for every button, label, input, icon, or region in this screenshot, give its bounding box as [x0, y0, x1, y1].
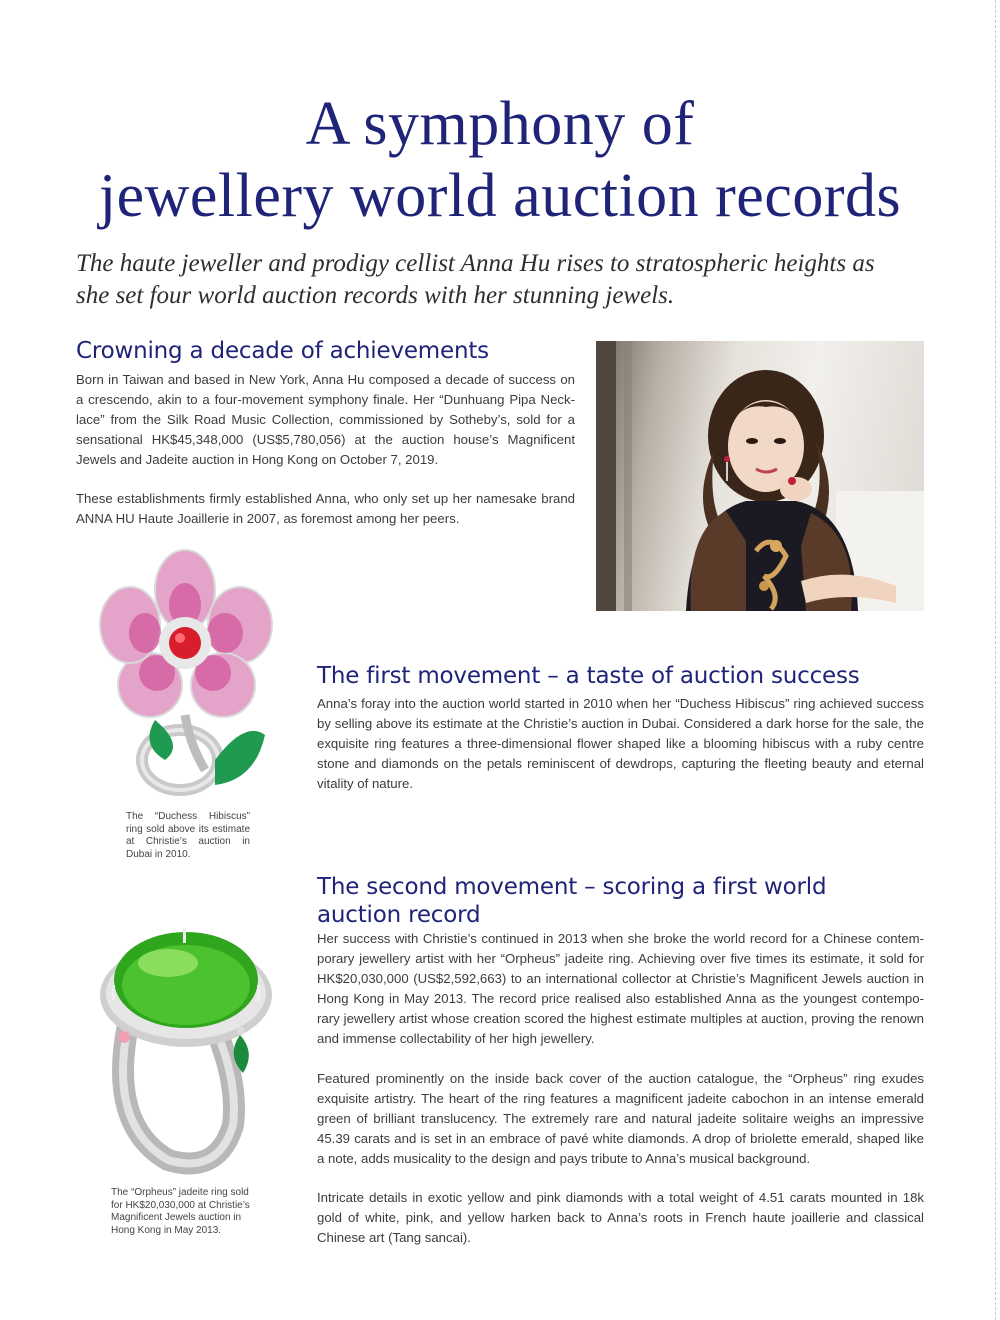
- title-line-1: A symphony of: [305, 90, 695, 158]
- section1-paragraph-1: Born in Taiwan and based in New York, Anna Hu composed a decade of success on a crescendo, akin to a four-movement symphony finale. Her “Dunhuang Pipa Neck-lace” from the Silk Road Music Collection, commissioned by Sotheby’s, sold for a sensational HK$45,348,000 (US$5,780,056) at the auction house’s Magnificent Jewels and Jadeite auction in Hong Kong on October 7, 2019.: [76, 372, 575, 467]
- article-subtitle: [76, 248, 936, 312]
- article-title: [0, 88, 1000, 232]
- duchess-hibiscus-caption: The “Duchess Hibiscus” ring sold above its estimate at Christie’s auction in Dubai in 2010.: [126, 811, 250, 860]
- portrait-illustration: [596, 341, 924, 611]
- title-line-2: jewellery world auction records: [98, 162, 902, 230]
- subtitle-line-1: The haute jeweller and prodigy cellist Anna Hu rises to stratospheric heights as: [76, 250, 875, 277]
- section1-heading-text: Crowning a decade of achievements: [76, 338, 489, 364]
- section2-heading-text: The first movement – a taste of auction success: [317, 663, 860, 689]
- orpheus-ring-illustration: [98, 925, 273, 1180]
- duchess-hibiscus-ring-image: [95, 545, 280, 810]
- section3-heading-line-1: The second movement – scoring a first world: [317, 874, 827, 900]
- section3-heading-line-2: auction record: [317, 902, 481, 928]
- orpheus-ring-image: [98, 925, 273, 1180]
- section3-paragraph-1: Her success with Christie’s continued in 2013 when she broke the world record for a Chinese contem-porary jewellery artist with her “Orpheus” jadeite ring. Achieving over five times its estimate, it sold for HK$20,030,000 (US$2,592,663) to an international collector at Christie’s Magnificent Jewels auction in Hong Kong in May 2013. The record price realised also established Anna as the youngest contempo-rary jewellery artist whose creation scored the highest estimate multiples at auction, proving the renown and immense collectability of her high jewellery.: [317, 931, 924, 1046]
- section1-paragraph-2: These establishments firmly established Anna, who only set up her namesake brand ANNA HU Haute Joaillerie in 2007, as foremost among her peers.: [76, 491, 575, 526]
- hibiscus-ring-illustration: [95, 545, 280, 810]
- section3-heading: [317, 873, 826, 929]
- section1-heading: [76, 337, 489, 365]
- portrait-photo: [596, 341, 924, 611]
- section3-paragraph-2: Featured prominently on the inside back cover of the auction catalogue, the “Orpheus” ring exudes exquisite artistry. The heart of the ring features a magnificent jadeite cabochon in an intense emerald green of brilliant translucency. The extremely rare and natural jadeite solitaire weighs an impressive 45.39 carats and is set in an embrace of pavé white diamonds. A drop of briolette emerald, shaped like a note, adds musicality to the design and pays tribute to Anna’s musical background.: [317, 1071, 924, 1166]
- subtitle-line-2: she set four world auction records with her stunning jewels.: [76, 282, 675, 309]
- section2-paragraph-1: Anna’s foray into the auction world started in 2010 when her “Duchess Hibiscus” ring achieved success by selling above its estimate at the Christie’s auction in Dubai. Considered a dark horse for the sale, the exquisite ring features a three-dimensional flower shaped like a blooming hibiscus with a ruby centre stone and diamonds on the petals reminiscent of dewdrops, capturing the fleeting beauty and eternal vitality of nature.: [317, 696, 924, 791]
- section3-paragraph-3: Intricate details in exotic yellow and pink diamonds with a total weight of 4.51 carats mounted in 18k gold of white, pink, and yellow harken back to Anna’s roots in French haute joaillerie and classical Chinese art (Tang sancai).: [317, 1190, 924, 1245]
- section2-heading: [317, 662, 860, 690]
- orpheus-caption: The “Orpheus” jadeite ring sold for HK$20,030,000 at Christie’s Magnificent Jewels auction in Hong Kong in May 2013.: [111, 1187, 250, 1236]
